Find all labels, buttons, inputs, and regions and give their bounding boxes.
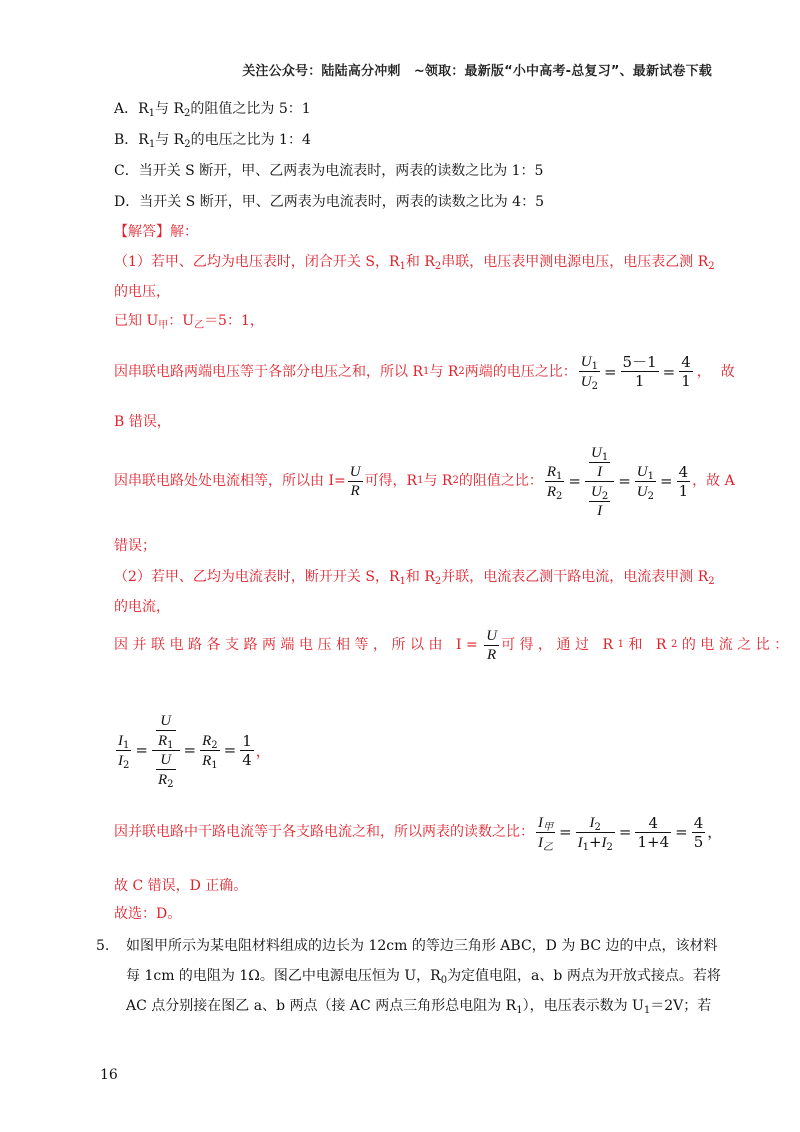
- p2-text-a: 因串联电路两端电压等于各部分电压之和，所以 R: [114, 363, 423, 380]
- fraction-4-5: $\frac{4}{5}$: [693, 813, 704, 851]
- answer-p1: [114, 253, 715, 271]
- sub-2: 2: [708, 576, 715, 587]
- option-a-text-1: A．R: [114, 101, 149, 117]
- question-number: 5.: [96, 938, 110, 954]
- fraction-u1-u2-b: $\frac{U_1}{U_2}$: [636, 463, 654, 502]
- fraction-5minus1-1: $\frac{5-1}{1}$: [622, 353, 657, 390]
- p5-text-c: 和 R: [628, 637, 671, 653]
- fraction-1-4: $\frac{1}{4}$: [242, 731, 252, 769]
- p4-text-b: 和 R: [405, 569, 435, 585]
- sub-2: 2: [184, 139, 191, 150]
- p4-text-c: 并联，电流表乙测干路电流，电流表甲测 R: [441, 569, 709, 585]
- fraction-4-sum: $\frac{4}{1+4}$: [637, 813, 670, 851]
- q5-line2-b: 为定值电阻，a、b 两点为开放式接点。若将: [447, 968, 721, 984]
- q5-line3-c: ＝2V；若: [650, 998, 712, 1014]
- p3-text-a: 因串联电路处处电流相等，所以由 I=: [114, 473, 346, 489]
- answer-p1-cont: 的电压，: [114, 284, 170, 300]
- option-b-text-1: B．R: [114, 132, 149, 148]
- p2-end: ，故: [696, 363, 745, 380]
- answer-p3-cont: 错误；: [114, 538, 156, 554]
- page-number: 16: [100, 1067, 118, 1083]
- answer-conclusion: 故 C 错误，D 正确。: [114, 878, 248, 894]
- question-5-line-1: 如图甲所示为某电阻材料组成的边长为 12cm 的等边三角形 ABC，D 为 BC 边的中点，该材料: [126, 938, 718, 954]
- option-b: [114, 131, 311, 149]
- sub-2: 2: [434, 576, 442, 587]
- given-text-b: ：U: [168, 313, 195, 329]
- given-sub-jia: 甲: [158, 320, 169, 331]
- p2-text-c: 两端的电压之比：: [464, 363, 577, 380]
- fraction-ijia-iyi: $\frac{I_甲}{I_乙}$: [538, 814, 553, 853]
- sub-2: 2: [184, 108, 191, 119]
- fraction-4-1-b: $\frac{4}{1}$: [678, 462, 689, 500]
- p4-text-a: （2）若甲、乙均为电流表时，断开开关 S，R: [114, 569, 400, 585]
- sub-1: 1: [516, 1005, 523, 1016]
- q5-line2-a: 每 1cm 的电阻为 1Ω。图乙中电源电压恒为 U，R: [126, 968, 441, 984]
- sub-1: 1: [399, 576, 406, 587]
- complex-fraction: $\frac{\frac{U_1}{I}}{\frac{U_2}{I}}$: [585, 443, 614, 520]
- option-a-text-3: 的阻值之比为 5：1: [190, 101, 311, 117]
- answer-given: [114, 312, 264, 330]
- sub-1: 1: [148, 139, 156, 150]
- sub-1: 1: [643, 1005, 651, 1016]
- complex-fraction-current: $\frac{\frac{U}{R_1}}{\frac{U}{R_2}}$: [152, 712, 180, 789]
- answer-p4-cont: 的电流，: [114, 599, 170, 615]
- p1-text-c: 串联，电压表甲测电源电压，电压表乙测 R: [441, 254, 709, 270]
- answer-p2: 因串联电路两端电压等于各部分电压之和，所以 R 1 与 R 2 两端的电压之比： $\frac{U_1}{U_2}$ = $\frac{5-1}{1}$ = $\frac{4}{1}$ ，故: [114, 353, 745, 392]
- answer-p6: [114, 810, 722, 854]
- given-text-c: ＝5：1，: [204, 313, 264, 329]
- fraction-u-over-r-b: $\frac{U}{R}$: [486, 627, 498, 663]
- fraction-i2-sum: $\frac{I_2}{I_1+I_2}$: [577, 814, 613, 853]
- option-b-text-2: 与 R: [155, 132, 185, 148]
- p3-text-b: 可得，R: [364, 473, 418, 489]
- q5-line3-a: AC 点分别接在图乙 a、b 两点（接 AC 两点三角形总电阻为 R: [126, 998, 517, 1014]
- q5-line3-b: ），电压表示数为 U: [522, 998, 644, 1014]
- sub-2: 2: [434, 261, 442, 272]
- option-a: [114, 100, 311, 118]
- p3-text-c: 与 R: [423, 473, 453, 489]
- answer-p3: 因串联电路处处电流相等，所以由 I= $\frac{U}{R}$ 可得，R 1 与 R 2 的阻值之比： $\frac{R_1}{R_2}$ = $\frac{\frac{U_1}{I}}{\frac{U_2}{I}}$ = $\frac{U_1}{U_2}$ = $\frac{4}{1}$ ，故 A: [114, 444, 735, 519]
- p5-text-b: 可得，通过 R: [501, 637, 618, 653]
- voltage-ratio-formula: $\frac{U_1}{U_2}$ = $\frac{5-1}{1}$ = $\frac{4}{1}$: [580, 353, 691, 392]
- fraction-4-1: $\frac{4}{1}$: [681, 353, 691, 390]
- resistance-ratio-formula: $\frac{R_1}{R_2}$ = $\frac{\frac{U_1}{I}}{\frac{U_2}{I}}$ = $\frac{U_1}{U_2}$ = $\frac{4}{1}$: [546, 444, 689, 519]
- answer-p4: [114, 568, 715, 586]
- fraction-r1-r2: $\frac{R_1}{R_2}$: [546, 463, 563, 502]
- question-5-line-3: [126, 997, 711, 1015]
- answer-p5: 因并联电路各支路两端电压相等，所以由 I= $\frac{U}{R}$ 可得，通过 R 1 和 R 2 的电流之比：: [114, 627, 793, 663]
- sub-1: 1: [148, 108, 156, 119]
- page-header: 关注公众号：陆陆高分冲刺 ~领取：最新版“小中高考-总复习”、最新试卷下载: [242, 64, 712, 79]
- question-5-line-2: [126, 967, 721, 985]
- sub-0: 0: [440, 975, 448, 986]
- p3-end: ，故 A: [692, 473, 735, 489]
- option-d: D．当开关 S 断开，甲、乙两表为电流表时，两表的读数之比为 4：5: [114, 194, 544, 210]
- fraction-r2-r1: $\frac{R_2}{R_1}$: [202, 732, 218, 771]
- answer-choice: 故选：D。: [114, 906, 182, 922]
- fraction-i1-i2: $\frac{I_1}{I_2}$: [118, 732, 130, 771]
- p6-text-a: 因并联电路中干路电流等于各支路电流之和，所以两表的读数之比：: [114, 824, 534, 840]
- p5-text-a: 因并联电路各支路两端电压相等，所以由 I=: [114, 637, 483, 653]
- option-c: C．当开关 S 断开，甲、乙两表为电流表时，两表的读数之比为 1：5: [114, 163, 544, 179]
- p2-text-b: 与 R: [429, 363, 459, 380]
- option-a-text-2: 与 R: [155, 101, 185, 117]
- answer-p2-cont: B 错误，: [114, 414, 171, 430]
- option-b-text-3: 的电压之比为 1：4: [190, 132, 311, 148]
- answer-heading: 【解答】解：: [114, 224, 198, 240]
- given-sub-yi: 乙: [194, 320, 205, 331]
- comma: ，: [255, 741, 271, 760]
- p5-text-d: 的电流之比：: [681, 637, 793, 653]
- current-ratio-formula: $\frac{I_1}{I_2}$ = $\frac{\frac{U}{R_1}}{\frac{U}{R_2}}$ = $\frac{R_2}{R_1}$ = $\frac{1}{4}$ ，: [118, 712, 271, 790]
- fraction-u-over-r: $\frac{U}{R}$: [349, 463, 361, 499]
- sub-2: 2: [708, 261, 715, 272]
- fraction-u1-u2: $\frac{U_1}{U_2}$: [580, 354, 598, 392]
- sub-1: 1: [399, 261, 406, 272]
- p3-text-d: 的阻值之比：: [458, 473, 543, 489]
- reading-ratio-formula: $\frac{I_甲}{I_乙}$ = $\frac{I_2}{I_1+I_2}$ = $\frac{4}{1+4}$ = $\frac{4}{5}$ ，: [538, 813, 723, 853]
- given-text-a: 已知 U: [114, 313, 159, 329]
- p1-text-a: （1）若甲、乙均为电压表时，闭合开关 S，R: [114, 254, 400, 270]
- p1-text-b: 和 R: [405, 254, 435, 270]
